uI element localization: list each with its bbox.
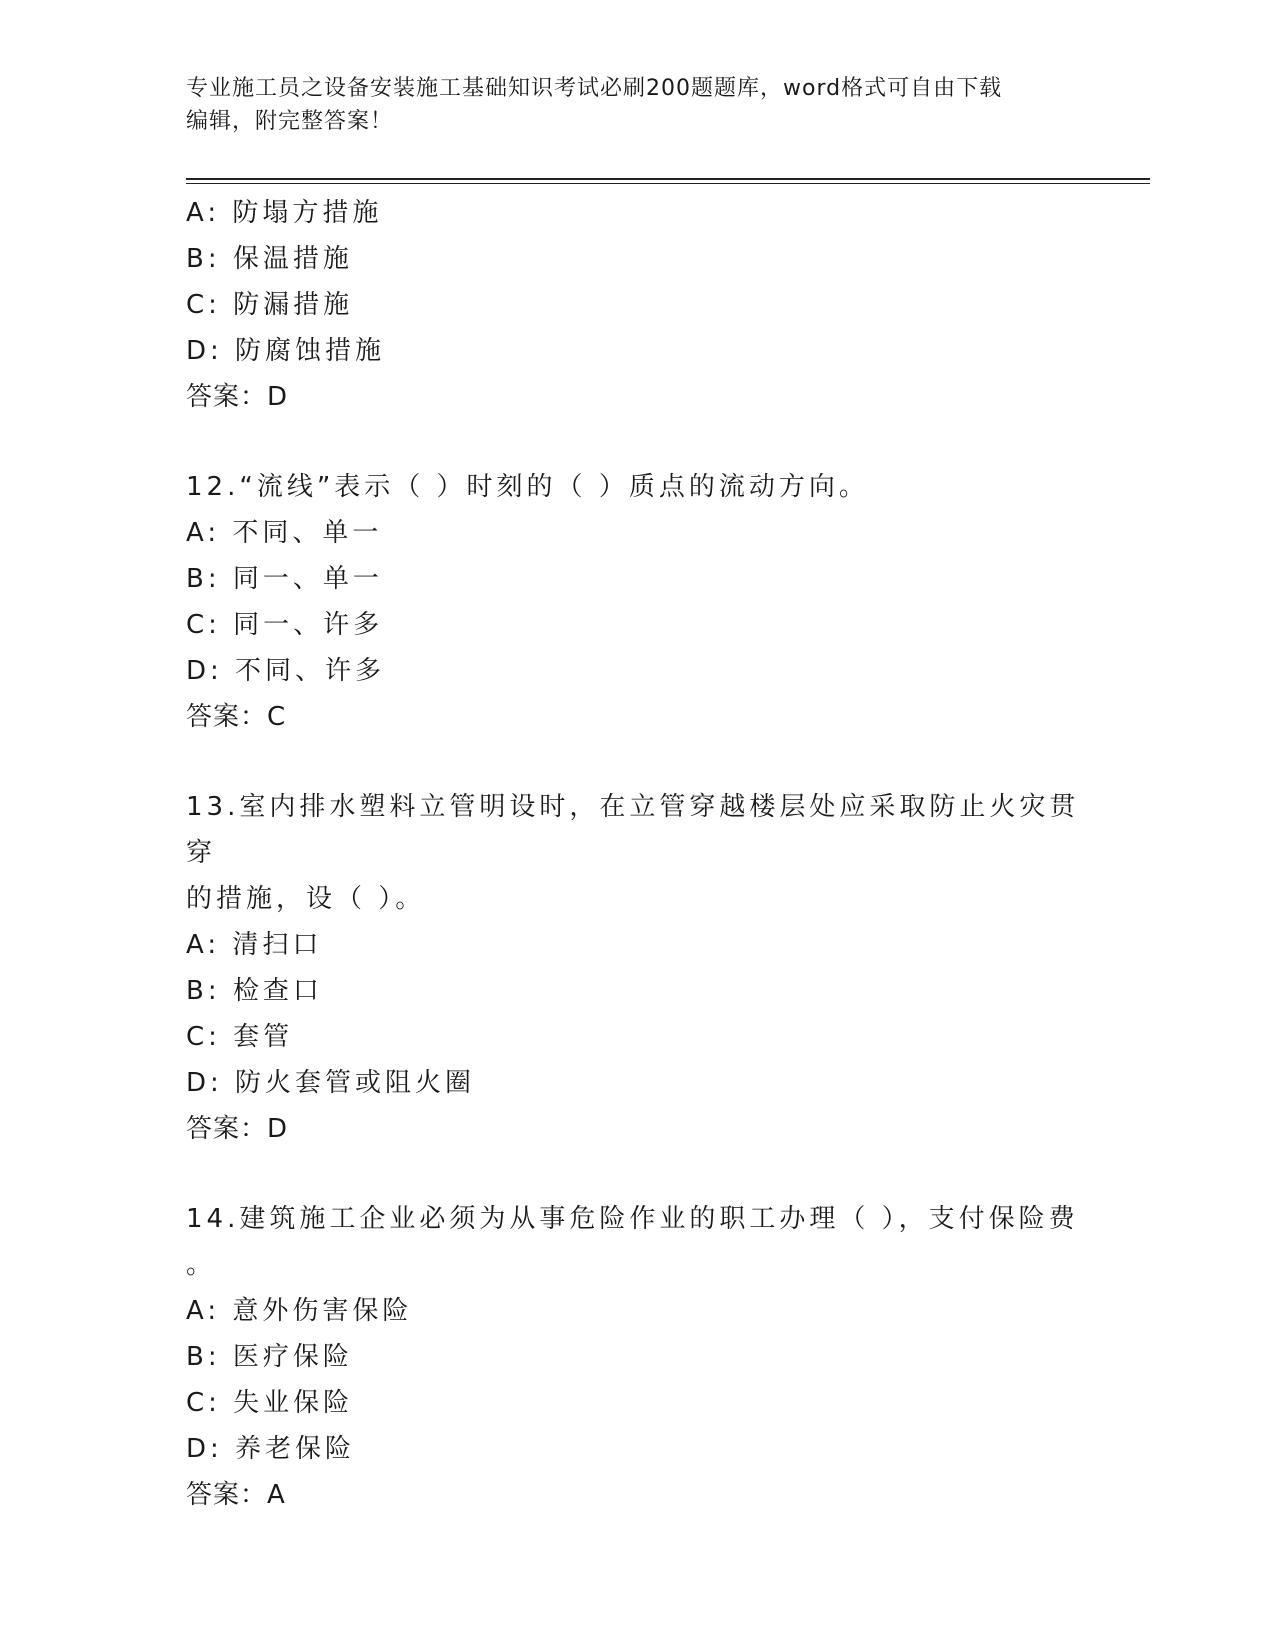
option-c: C: 套管 <box>186 1022 294 1052</box>
option-c: C: 失业保险 <box>186 1388 354 1418</box>
answer-line: 答案：D <box>186 1114 289 1144</box>
option-d: D: 不同、许多 <box>186 656 386 686</box>
question-block-13 <box>186 784 1086 1152</box>
header-divider <box>186 178 1150 184</box>
question-text: 12.“流线”表示（ ）时刻的（ ）质点的流动方向。 <box>186 472 869 502</box>
question-block-12 <box>186 464 1086 740</box>
question-block-11 <box>186 190 1086 420</box>
answer-line: 答案：C <box>186 702 287 732</box>
option-b: B: 保温措施 <box>186 244 353 274</box>
question-list <box>186 190 1086 1562</box>
option-c: C: 防漏措施 <box>186 290 354 320</box>
header-line-1: 专业施工员之设备安装施工基础知识考试必刷200题题库，word格式可自由下载 <box>186 76 1003 101</box>
question-text-line-2: 。 <box>186 1250 217 1280</box>
option-a: A: 不同、单一 <box>186 518 383 548</box>
question-text-line-1: 13.室内排水塑料立管明设时，在立管穿越楼层处应采取防止火灾贯穿 <box>186 792 1080 868</box>
option-a: A: 意外伤害保险 <box>186 1296 413 1326</box>
header-line-2: 编辑，附完整答案！ <box>186 109 394 134</box>
answer-line: 答案：A <box>186 1480 286 1510</box>
option-a: A: 防塌方措施 <box>186 198 383 228</box>
option-a: A: 清扫口 <box>186 930 323 960</box>
option-d: D: 防腐蚀措施 <box>186 336 386 366</box>
question-text-line-1: 14.建筑施工企业必须为从事危险作业的职工办理（ ），支付保险费 <box>186 1204 1079 1234</box>
answer-line: 答案：D <box>186 382 289 412</box>
option-b: B: 同一、单一 <box>186 564 383 594</box>
question-block-14 <box>186 1196 1086 1518</box>
option-b: B: 检查口 <box>186 976 323 1006</box>
option-b: B: 医疗保险 <box>186 1342 353 1372</box>
question-text-line-2: 的措施，设（ ）。 <box>186 884 426 914</box>
option-d: D: 养老保险 <box>186 1434 356 1464</box>
option-d: D: 防火套管或阻火圈 <box>186 1068 476 1098</box>
document-header <box>186 72 1066 138</box>
option-c: C: 同一、许多 <box>186 610 384 640</box>
